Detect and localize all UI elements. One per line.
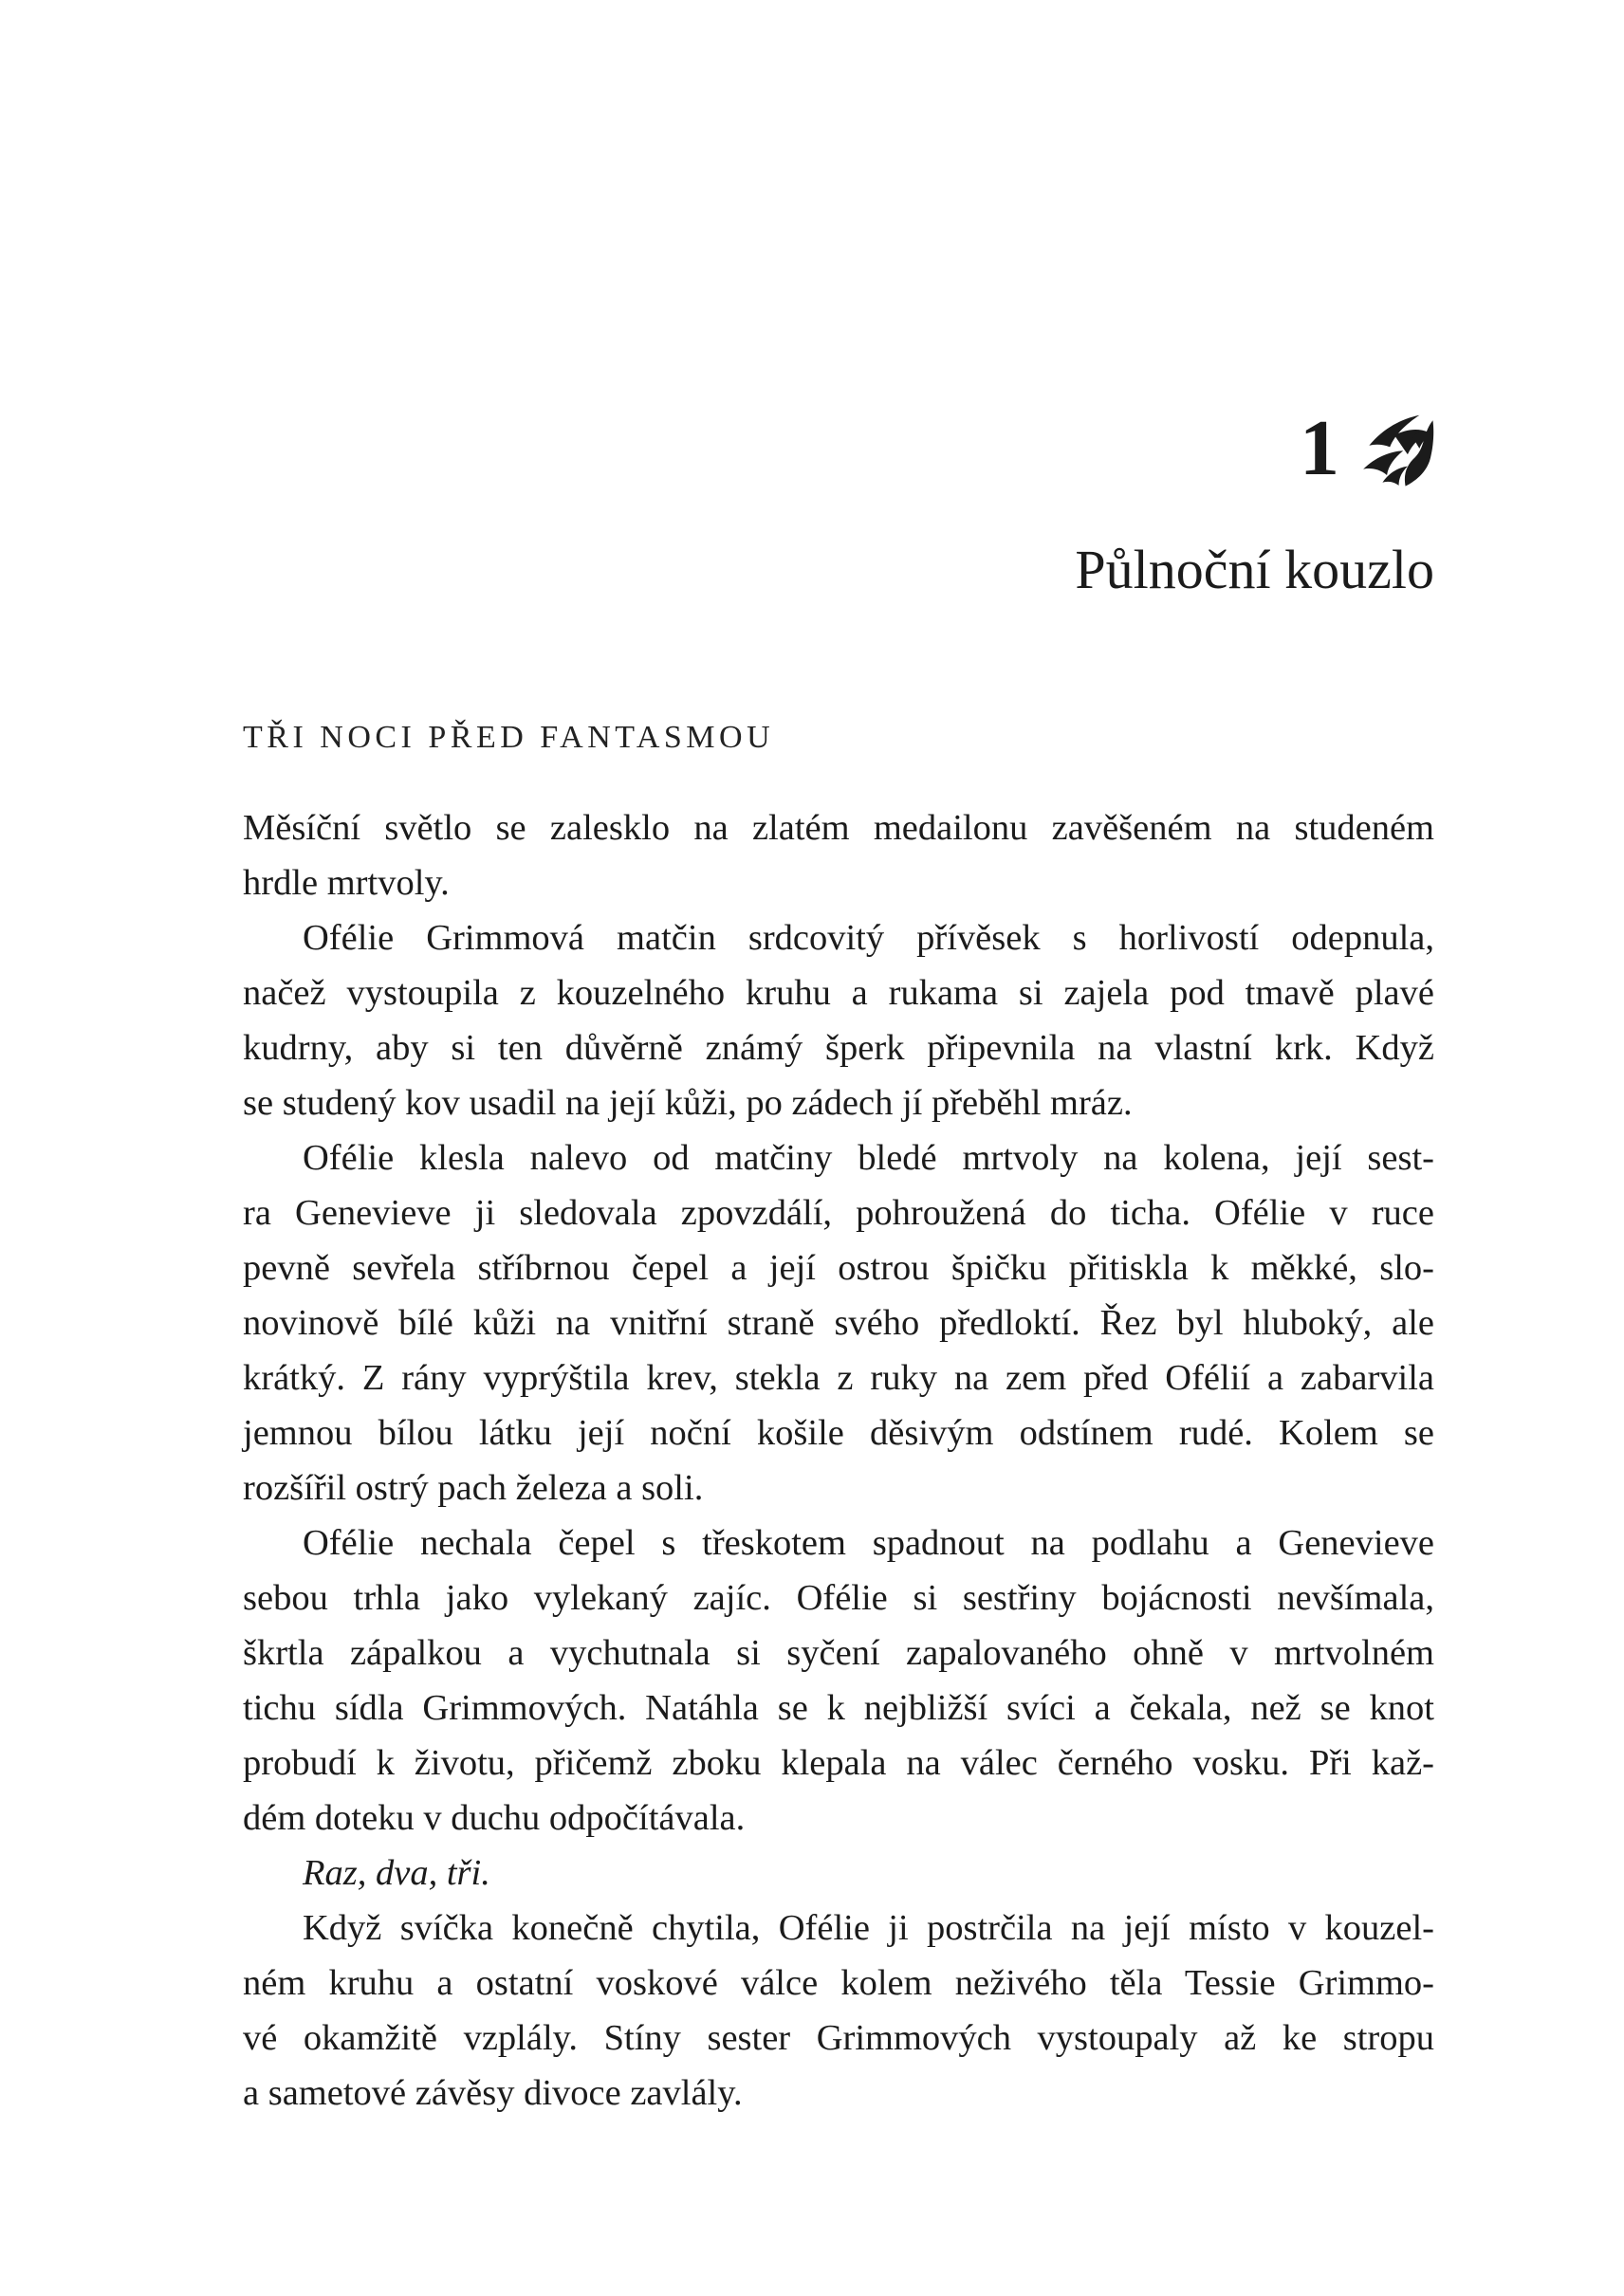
body-line: škrtla zápalkou a vychutnala si syčení zapalovaného ohně v mrtvolném (243, 1633, 1434, 1673)
body-line: Měsíční světlo se zalesklo na zlatém medailonu zavěšeném na studeném (243, 808, 1434, 848)
body-line: ném kruhu a ostatní voskové válce kolem neživého těla Tessie Grimmo- (243, 1963, 1434, 2003)
body-line: se studený kov usadil na její kůži, po zádech jí přeběhl mráz. (243, 1083, 1133, 1123)
body-line: vé okamžitě vzplály. Stíny sester Grimmových vystoupaly až ke stropu (243, 2018, 1434, 2058)
body-line: krátký. Z rány vyprýštila krev, stekla z ruky na zem před Ofélií a zabarvila (243, 1358, 1434, 1398)
body-line: načež vystoupila z kouzelného kruhu a rukama si zajela pod tmavě plavé (243, 973, 1434, 1013)
body-line: a sametové závěsy divoce zavlály. (243, 2073, 743, 2113)
body-line: jemnou bílou látku její noční košile děsivým odstínem rudé. Kolem se (243, 1413, 1434, 1453)
body-line: kudrny, aby si ten důvěrně známý šperk připevnila na vlastní krk. Když (243, 1028, 1434, 1068)
chapter-number: 1 (1300, 404, 1339, 492)
body-line: Když svíčka konečně chytila, Ofélie ji postrčila na její místo v kouzel- (303, 1908, 1434, 1948)
body-line: Ofélie klesla nalevo od matčiny bledé mrtvoly na kolena, její sest- (303, 1138, 1434, 1178)
body-line: ra Genevieve ji sledovala zpovzdálí, pohroužená do ticha. Ofélie v ruce (243, 1193, 1434, 1233)
body-line: sebou trhla jako vylekaný zajíc. Ofélie si sestřiny bojácnosti nevšímala, (243, 1578, 1434, 1618)
body-line-italic: Raz, dva, tři. (303, 1853, 490, 1893)
body-line: hrdle mrtvoly. (243, 863, 450, 903)
body-line: tichu sídla Grimmových. Natáhla se k nejbližší svíci a čekala, než se knot (243, 1688, 1434, 1728)
body-line: Ofélie Grimmová matčin srdcovitý přívěsek s horlivostí odepnula, (303, 918, 1434, 958)
body-line: pevně sevřela stříbrnou čepel a její ostrou špičku přitiskla k měkké, slo- (243, 1248, 1434, 1288)
flame-ornament-icon (1360, 413, 1434, 489)
body-line: probudí k životu, přičemž zboku klepala na válec černého vosku. Při kaž- (243, 1743, 1434, 1783)
body-line: dém doteku v duchu odpočítávala. (243, 1798, 746, 1838)
chapter-header (1300, 404, 1434, 492)
body-line: rozšířil ostrý pach železa a soli. (243, 1468, 704, 1508)
body-line: novinově bílé kůži na vnitřní straně svého předloktí. Řez byl hluboký, ale (243, 1303, 1434, 1343)
section-heading: TŘI NOCI PŘED FANTASMOU (243, 720, 775, 755)
body-line: Ofélie nechala čepel s třeskotem spadnout na podlahu a Genevieve (303, 1523, 1434, 1563)
chapter-title: Půlnoční kouzlo (1075, 539, 1434, 600)
body-text (243, 800, 1434, 2121)
